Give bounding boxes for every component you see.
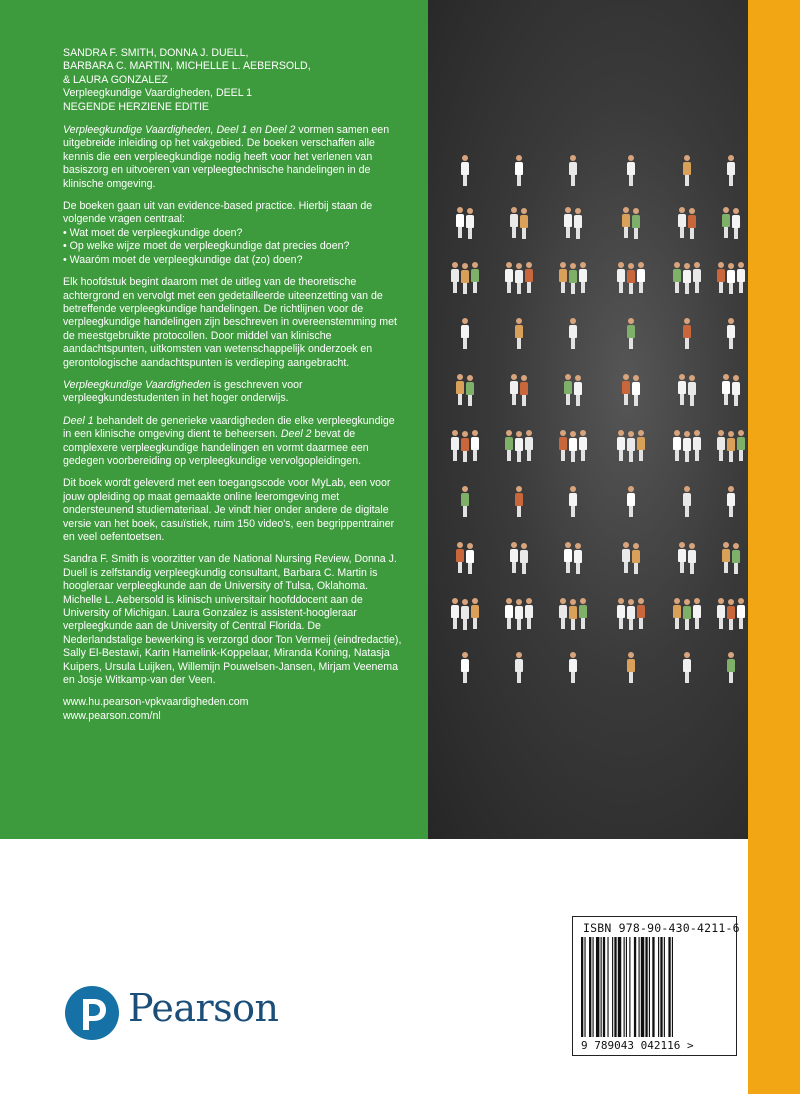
- barcode-bar: [584, 937, 585, 1037]
- barcode-bars: [581, 937, 728, 1040]
- url-vaardigheden[interactable]: www.hu.pearson-vpkvaardigheden.com: [63, 696, 249, 709]
- ean-digits: 9 789043 042116 >: [581, 1039, 694, 1052]
- isbn-label: ISBN 978-90-430-4211-6: [583, 921, 740, 935]
- links-block: [63, 696, 403, 723]
- barcode-bar: [660, 937, 662, 1037]
- mylab-paragraph: Dit boek wordt geleverd met een toegangscode voor MyLab, een voor jouw opleiding op maat gemaakte online leeromgeving met ondersteunend studiemateriaal. Je vindt hier onder andere de digitale versie van het boek, casuïstiek, ruim 150 video's, een begrippentrainer en veel oefentoetsen.: [63, 477, 395, 543]
- barcode-bar: [589, 937, 591, 1037]
- deel1-label: Deel 1: [63, 414, 94, 427]
- nurse-figures-illustration: [428, 0, 748, 839]
- barcode-bar: [652, 937, 654, 1037]
- barcode-bar: [658, 937, 659, 1037]
- barcode-bar: [607, 937, 608, 1037]
- barcode-bar: [593, 937, 594, 1037]
- barcode-bar: [634, 937, 636, 1037]
- barcode-bar: [641, 937, 644, 1037]
- orange-spine-stripe: [748, 0, 800, 1094]
- barcode-bar: [603, 937, 605, 1037]
- intro-text: vormen samen een uitgebreide inleiding op het vakgebied. De boeken verschaffen alle kennis die een verpleegkundige nodig heeft voor het verlenen van basiszorg en uitvoeren van verpleegtechnische handelingen in de klinische omgeving.: [63, 124, 390, 190]
- authors-line-2: BARBARA C. MARTIN, MICHELLE L. AEBERSOLD,: [63, 60, 311, 73]
- intro-italic: Verpleegkundige Vaardigheden, Deel 1 en Deel 2: [63, 124, 296, 137]
- barcode-bar: [596, 937, 599, 1037]
- barcode-bar: [649, 937, 650, 1037]
- barcode-bar: [618, 937, 621, 1037]
- evidence-paragraph: [63, 200, 403, 267]
- deel2-text: bevat de complexere verpleegkundige handelingen en vormt daarmee een gedegen voorbereiding op verpleegkundige vervolgopleidingen.: [63, 428, 369, 467]
- chapter-paragraph: Elk hoofdstuk begint daarom met de uitleg van de theoretische achtergrond en vervolgt met een gedetailleerde uiteenzetting van de betreffende verpleegkundige handelingen. De richtlijnen voor de verpleegkundige handelingen zijn beschreven in overeenstemming met de meestgebruikte protocollen. Door middel van klinische aandachtspunten, uitkomsten van wetenschappelijk onderzoek en gerontologische aandachtspunten is verdieping aangebracht.: [63, 276, 397, 369]
- audience-text: is geschreven voor verpleegkundestudenten in het hoger onderwijs.: [63, 378, 303, 405]
- parts-paragraph: [63, 415, 403, 469]
- bio-paragraph: Sandra F. Smith is voorzitter van de National Nursing Review, Donna J. Duell is zelfstandig verpleegkundig consultant, Barbara C. Martin is hoogleraar verpleegkunde aan de University of Tulsa, Oklahoma. Michelle L. Aebersold is klinisch universitair hoofddocent aan de University of Michigan. Laura Gonzalez is assistent-hoogleraar verpleegkunde aan de University of Central Florida. De Nederlandstalige bewerking is verzorgd door Ton Vermeij (eindredactie), Sally El-Bestawi, Karin Hamelink-Koppelaar, Miranda Koning, Natasja Kuipers, Ursula Luijken, Willemijn Pouwelsen-Jansen, Mirjam Veenema en Josje Witkamp-van der Veen.: [63, 553, 402, 687]
- barcode-bar: [626, 937, 627, 1037]
- barcode-bar: [639, 937, 640, 1037]
- deel2-label: Deel 2: [280, 428, 312, 441]
- audience-paragraph: [63, 379, 403, 406]
- url-pearson[interactable]: www.pearson.com/nl: [63, 709, 161, 722]
- barcode-bar: [668, 937, 670, 1037]
- barcode-bar: [645, 937, 647, 1037]
- barcode-bar: [614, 937, 616, 1037]
- barcode-bar: [629, 937, 630, 1037]
- barcode-bar: [601, 937, 602, 1037]
- book-title: Verpleegkundige Vaardigheden, DEEL 1: [63, 87, 253, 100]
- back-cover-text-panel: [0, 0, 428, 839]
- barcode-bar: [664, 937, 665, 1037]
- barcode-bar: [672, 937, 673, 1037]
- edition-label: NEGENDE HERZIENE EDITIE: [63, 100, 209, 113]
- blurb-column: [63, 47, 403, 732]
- pearson-logo-icon: [64, 985, 120, 1041]
- barcode-bar: [612, 937, 613, 1037]
- barcode-bar: [624, 937, 625, 1037]
- publisher-name: Pearson: [128, 986, 279, 1030]
- deel1-text: behandelt de generieke vaardigheden die elke verpleegkundige in een klinische omgeving dient te beheersen.: [63, 414, 395, 441]
- authors-line-3: & LAURA GONZALEZ: [63, 73, 168, 86]
- question-2: • Op welke wijze moet de verpleegkundige dat precies doen?: [63, 240, 350, 253]
- question-1: • Wat moet de verpleegkundige doen?: [63, 226, 243, 239]
- authors-line-1: SANDRA F. SMITH, DONNA J. DUELL,: [63, 47, 249, 59]
- isbn-barcode: [572, 916, 740, 1056]
- question-3: • Waaróm moet de verpleegkundige dat (zo) doen?: [63, 253, 303, 266]
- illustration-panel: [428, 0, 748, 839]
- author-block: [63, 47, 403, 114]
- intro-paragraph: [63, 124, 403, 191]
- evidence-lead: De boeken gaan uit van evidence-based practice. Hierbij staan de volgende vragen centraal:: [63, 200, 373, 226]
- audience-italic: Verpleegkundige Vaardigheden: [63, 378, 211, 391]
- barcode-bar: [581, 937, 583, 1037]
